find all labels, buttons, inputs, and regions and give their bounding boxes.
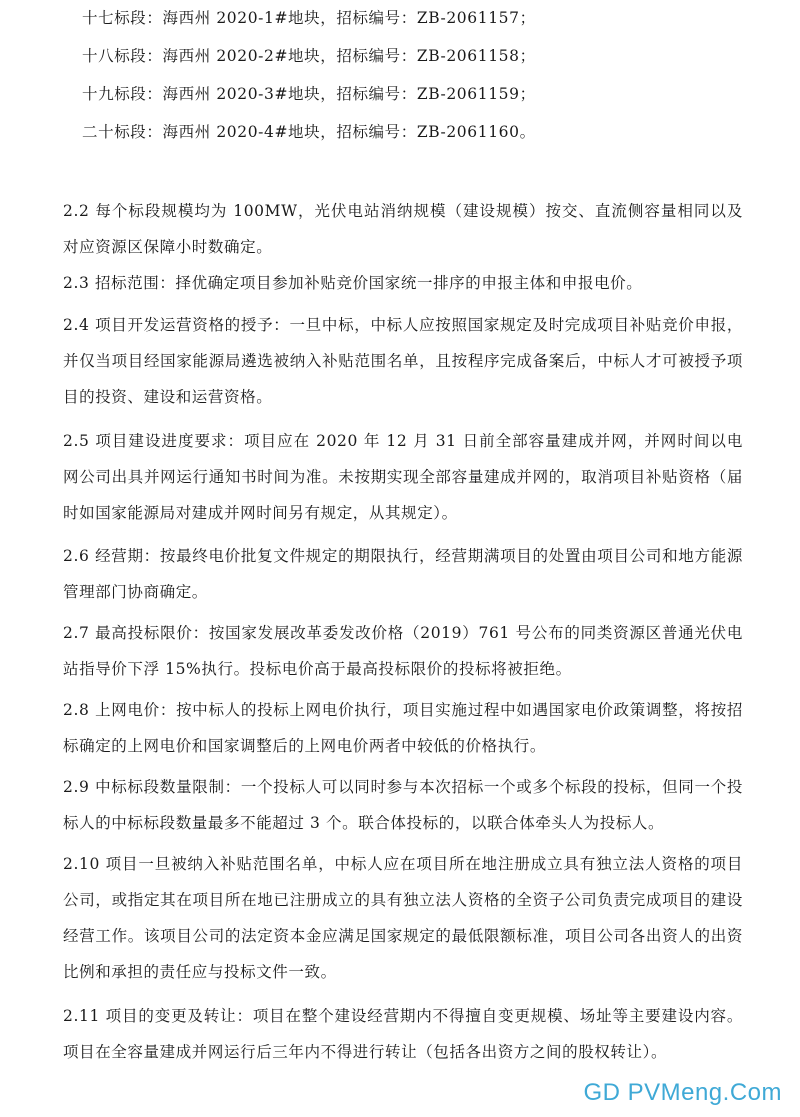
lot-item-20: 二十标段：海西州 2020-4#地块，招标编号：ZB-2061160。 [82, 123, 536, 141]
clause-2-7: 2.7 最高投标限价：按国家发展改革委发改价格（2019）761 号公布的同类资源区普通光伏电站指导价下浮 15%执行。投标电价高于最高投标限价的投标将被拒绝。 [63, 624, 743, 678]
clause-2-11: 2.11 项目的变更及转让：项目在整个建设经营期内不得擅自变更规模、场址等主要建设内容。项目在全容量建成并网运行后三年内不得进行转让（包括各出资方之间的股权转让）。 [63, 1007, 743, 1061]
clause-2-4: 2.4 项目开发运营资格的授予：一旦中标，中标人应按照国家规定及时完成项目补贴竞价申报，并仅当项目经国家能源局遴选被纳入补贴范围名单，且按程序完成备案后，中标人才可被授予项目的投资、建设和运营资格。 [63, 316, 743, 406]
clause-2-6: 2.6 经营期：按最终电价批复文件规定的期限执行，经营期满项目的处置由项目公司和地方能源管理部门协商确定。 [63, 547, 743, 601]
clause-2-10: 2.10 项目一旦被纳入补贴范围名单，中标人应在项目所在地注册成立具有独立法人资格的项目公司，或指定其在项目所在地已注册成立的具有独立法人资格的全资子公司负责完成项目的建设经营工作。该项目公司的法定资本金应满足国家规定的最低限额标准，项目公司各出资人的出资比例和承担的责任应与投标文件一致。 [63, 855, 743, 981]
lot-item-18: 十八标段：海西州 2020-2#地块，招标编号：ZB-2061158； [82, 47, 536, 65]
clause-2-8: 2.8 上网电价：按中标人的投标上网电价执行，项目实施过程中如遇国家电价政策调整，将按招标确定的上网电价和国家调整后的上网电价两者中较低的价格执行。 [63, 701, 743, 755]
clause-2-5: 2.5 项目建设进度要求：项目应在 2020 年 12 月 31 日前全部容量建成并网，并网时间以电网公司出具并网运行通知书时间为准。未按期实现全部容量建成并网的，取消项目补贴资格（届时如国家能源局对建成并网时间另有规定，从其规定）。 [63, 432, 743, 522]
clause-2-9: 2.9 中标标段数量限制：一个投标人可以同时参与本次招标一个或多个标段的投标，但同一个投标人的中标标段数量最多不能超过 3 个。联合体投标的，以联合体牵头人为投标人。 [63, 778, 743, 832]
watermark: GD PVMeng.Com [583, 1079, 782, 1106]
lot-item-17: 十七标段：海西州 2020-1#地块，招标编号：ZB-2061157； [82, 9, 536, 27]
lot-item-19: 十九标段：海西州 2020-3#地块，招标编号：ZB-2061159； [82, 85, 536, 103]
clause-2-2: 2.2 每个标段规模均为 100MW，光伏电站消纳规模（建设规模）按交、直流侧容量相同以及对应资源区保障小时数确定。 [63, 202, 743, 256]
clause-2-3: 2.3 招标范围：择优确定项目参加补贴竞价国家统一排序的申报主体和申报电价。 [63, 274, 643, 292]
